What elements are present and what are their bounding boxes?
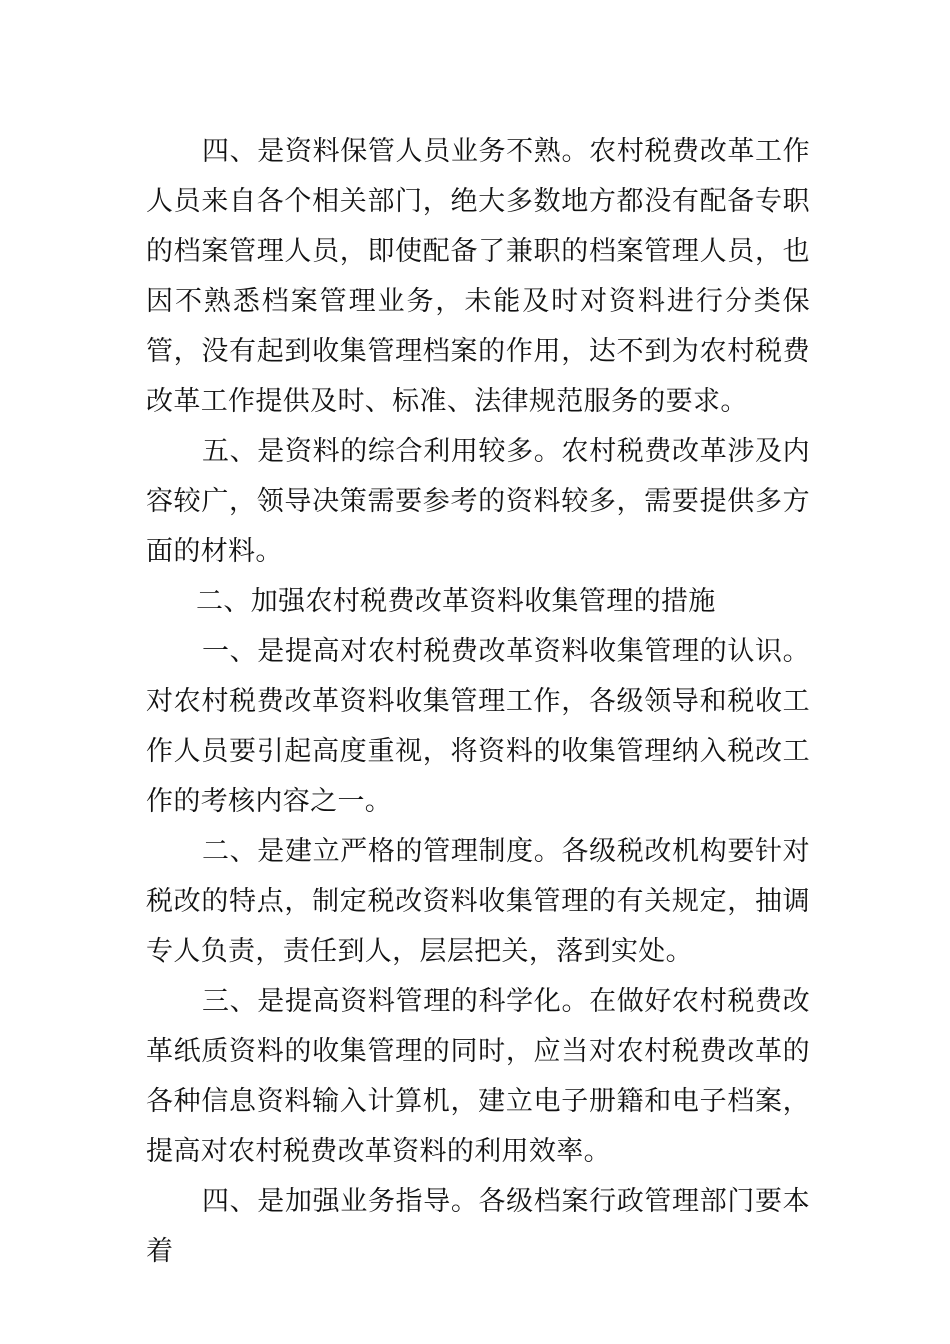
- document-body: [146, 127, 810, 1277]
- paragraph-raise-awareness: 一、是提高对农村税费改革资料收集管理的认识。对农村税费改革资料收集管理工作，各级领导和税收工作人员要引起高度重视，将资料的收集管理纳入税改工作的考核内容之一。: [146, 636, 810, 817]
- section-heading-measures: 二、加强农村税费改革资料收集管理的措施: [196, 586, 716, 617]
- paragraph-business-guidance: 四、是加强业务指导。各级档案行政管理部门要本着: [146, 1186, 810, 1267]
- paragraph-comprehensive-use: 五、是资料的综合利用较多。农村税费改革涉及内容较广，领导决策需要参考的资料较多，需要提供多方面的材料。: [146, 436, 810, 567]
- paragraph-management-system: 二、是建立严格的管理制度。各级税改机构要针对税改的特点，制定税改资料收集管理的有关规定，抽调专人负责，责任到人，层层把关，落到实处。: [146, 836, 810, 967]
- paragraph-staff-unfamiliar: 四、是资料保管人员业务不熟。农村税费改革工作人员来自各个相关部门，绝大多数地方都没有配备专职的档案管理人员，即使配备了兼职的档案管理人员，也因不熟悉档案管理业务，未能及时对资料进行分类保管，没有起到收集管理档案的作用，达不到为农村税费改革工作提供及时、标准、法律规范服务的要求。: [146, 136, 810, 417]
- paragraph-scientific-management: 三、是提高资料管理的科学化。在做好农村税费改革纸质资料的收集管理的同时，应当对农村税费改革的各种信息资料输入计算机，建立电子册籍和电子档案，提高对农村税费改革资料的利用效率。: [146, 986, 810, 1167]
